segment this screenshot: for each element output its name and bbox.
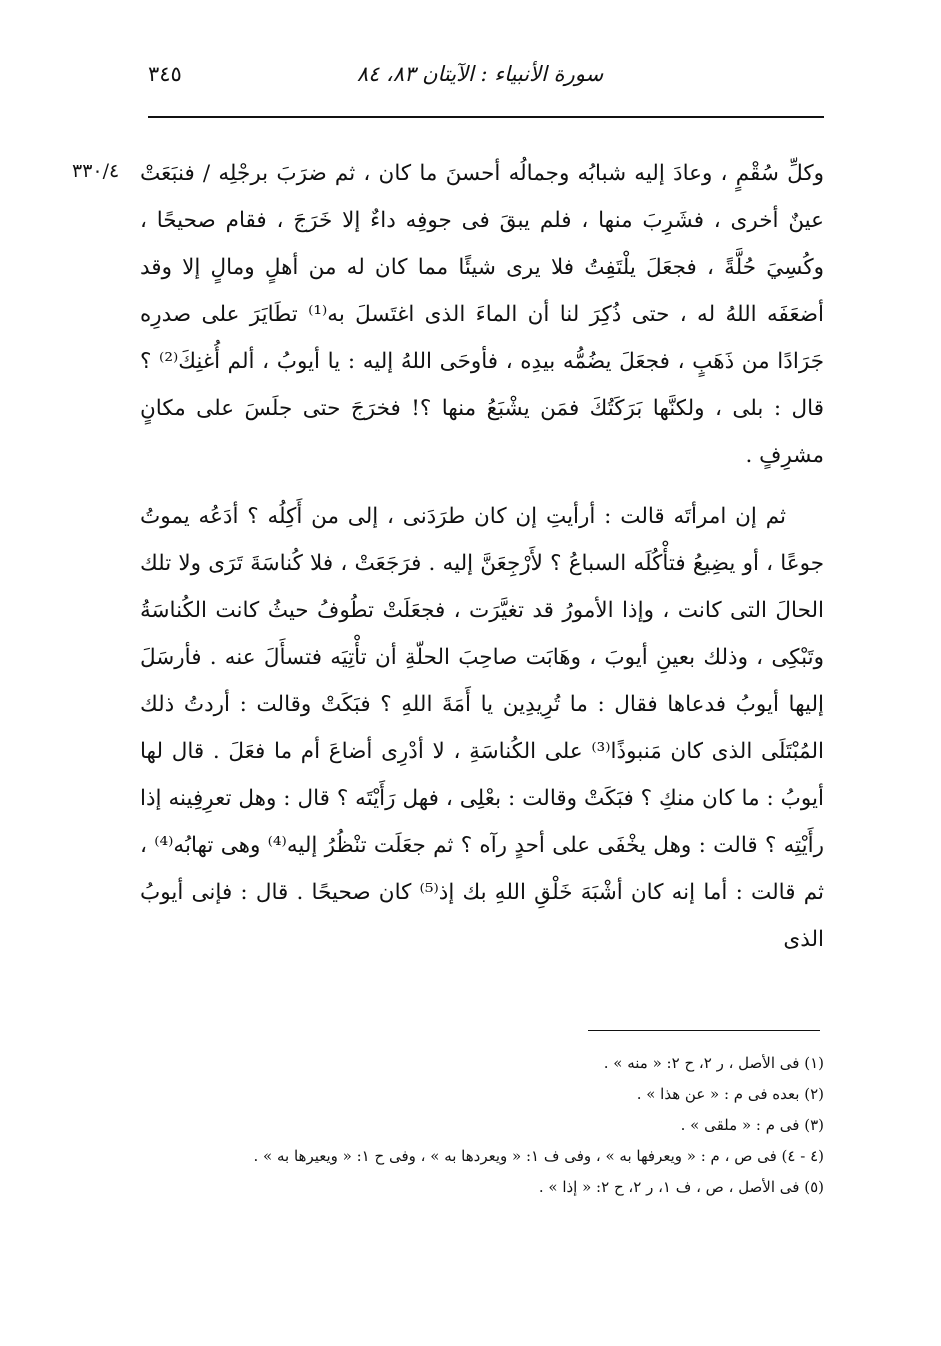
main-text	[140, 150, 824, 963]
margin-reference: ٣٣٠/٤	[72, 160, 120, 182]
footnote: (٥) فى الأصل ، ص ، ف ١، ر ٢، ح ٢: « إذا » .	[538, 1178, 824, 1196]
footnote: (٢) بعده فى م : « عن هذا » .	[636, 1085, 824, 1103]
footnote: (٤ - ٤) فى ص ، م : « ويعرفها به » ، وفى ف ١: « ويعردها به » ، وفى ح ١: « ويعيرها به » .	[253, 1147, 824, 1165]
header-divider	[148, 116, 824, 118]
running-header-title: سورة الأنبياء : الآيتان ٨٣، ٨٤	[356, 62, 604, 86]
paragraph: وكلِّ سُقْمٍ ، وعادَ إليه شبابُه وجمالُه أحسنَ ما كان ، ثم ضرَبَ برجْلِه / فنبَعَتْ عينٌ أخرى ، فشَرِبَ منها ، فلم يبقَ فى جوفِه داءٌ إلا خَرَجَ ، فقام صحيحًا ، وكُسِيَ حُلَّةً ، فجعَلَ يلْتَفِتُ فلا يرى شيئًا مما كان له من أهلٍ ومالٍ إلا وقد أضعَفَه اللهُ له ، حتى ذُكِرَ لنا أن الماءَ الذى اغتَسلَ به⁽¹⁾ تطَايَرَ على صدرِه جَرَادًا من ذَهَبٍ ، فجعَلَ يضُمُّه بيدِه ، فأوحَى اللهُ إليه : يا أيوبُ ، ألم أُغنِكَ⁽²⁾ ؟ قال : بلى ، ولكنَّها بَرَكَتُكَ فمَن يشْبَعُ منها ؟! فخرَجَ حتى جلَسَ على مكانٍ مشرِفٍ .	[140, 161, 824, 468]
paragraph: ثم إن امرأتَه قالت : أرأيتِ إن كان طرَدَنى ، إلى من أَكِلُه ؟ أدَعُه يموتُ جوعًا ، أو يضِيعُ فتأْكُلَه السباعُ ؟ لأَرْجِعَنَّ إليه . فرَجَعَتْ ، فلا كُناسَةَ تَرَى ولا تلك الحالَ التى كانت ، وإذا الأمورُ قد تغيَّرَت ، فجعَلَتْ تطُوفُ حيثُ كانت الكُناسَةُ وتَبْكِى ، وذلك بعينِ أيوبَ ، وهَابَت صاحِبَ الحلّةِ أن تأْتِيَه فتسأَلَ عنه . فأرسَلَ إليها أيوبُ فدعاها فقال : ما تُرِيدِين يا أَمَةَ اللهِ ؟ فبَكَتْ وقالت : أردتُ ذلك المُبْتَلَى الذى كان مَنبوذًا⁽³⁾ على الكُناسَةِ ، لا أدْرِى أضاعَ أم ما فعَلَ . قال لها أيوبُ : ما كان منكِ ؟ فبَكَتْ وقالت : بعْلِى ، فهل رَأَيْتَه ؟ قال : وهل تعرِفِينه إذا رأَيْتِه ؟ قالت : وهل يخْفَى على أحدٍ رآه ؟ ثم جعَلَت تنْظُرُ إليه⁽⁴⁾ وهى تهابُه⁽⁴⁾ ، ثم قالت : أما إنه كان أشْبَهَ خَلْقِ اللهِ بك إذ⁽⁵⁾ كان صحيحًا . قال : فإنى أيوبُ الذى	[140, 504, 825, 952]
footnotes-list	[140, 1048, 824, 1203]
footnote: (٣) فى م : « ملقى » .	[680, 1116, 824, 1134]
footnote: (١) فى الأصل ، ر ٢، ح ٢: « منه » .	[603, 1054, 824, 1072]
footnote-divider	[588, 1030, 820, 1031]
page-number: ٣٤٥	[148, 62, 182, 86]
